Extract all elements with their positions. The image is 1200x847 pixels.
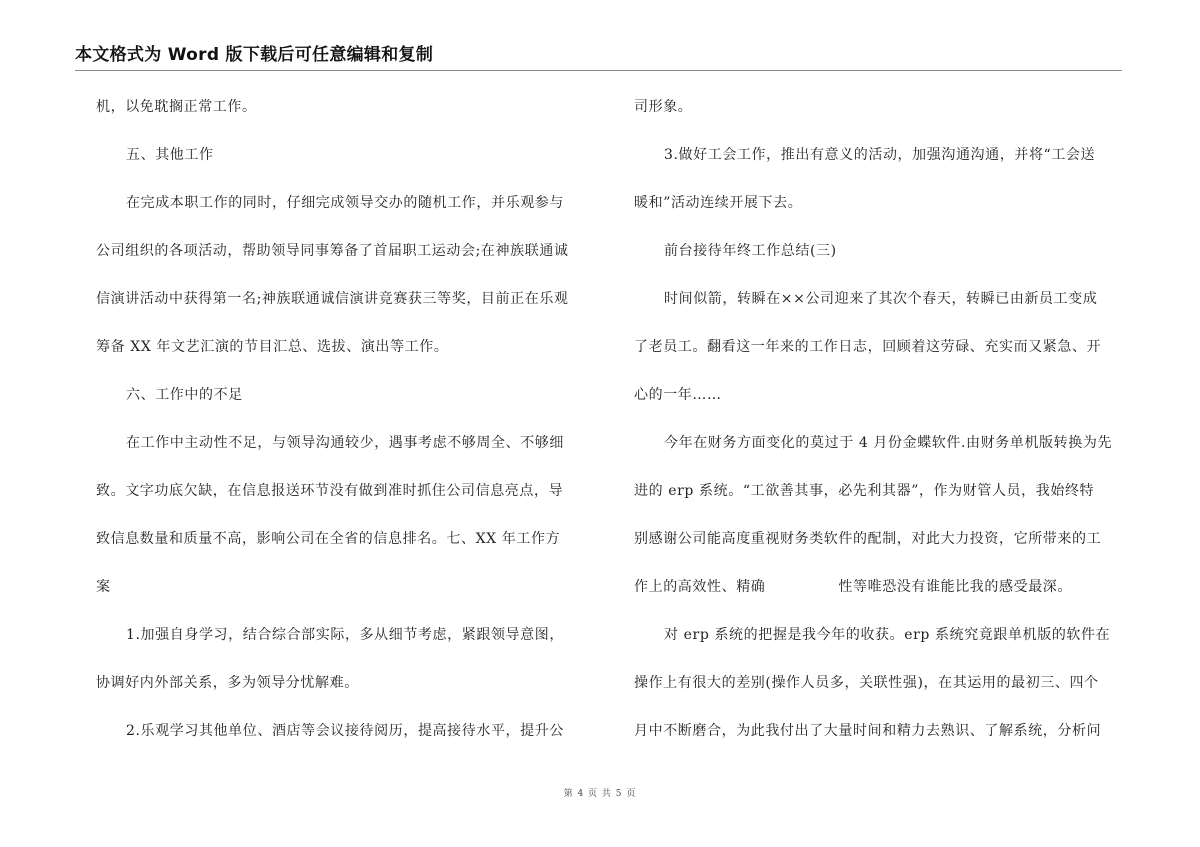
right-line-3: 暖和”活动连续开展下去。 bbox=[634, 195, 803, 211]
left-line-5: 信演讲活动中获得第一名;神族联通诚信演讲竞赛获三等奖，目前正在乐观 bbox=[96, 291, 569, 307]
left-line-4: 公司组织的各项活动，帮助领导同事筹备了首届职工运动会;在神族联通诚 bbox=[96, 243, 569, 259]
left-line-3: 在完成本职工作的同时，仔细完成领导交办的随机工作，并乐观参与 bbox=[126, 195, 564, 211]
right-line-12: 对 erp 系统的把握是我今年的收获。erp 系统究竟跟单机版的软件在 bbox=[664, 627, 1111, 643]
right-line-2: 3.做好工会工作，推出有意义的活动，加强沟通沟通，并将“工会送 bbox=[664, 147, 1096, 163]
left-line-12: 1.加强自身学习，结合综合部实际，多从细节考虑，紧跟领导意图， bbox=[126, 627, 564, 643]
page-number-footer: 第 4 页 共 5 页 bbox=[563, 789, 637, 799]
left-line-9: 致。文字功底欠缺，在信息报送环节没有做到准时抓住公司信息亮点，导 bbox=[96, 483, 564, 499]
left-line-6: 筹备 XX 年文艺汇演的节目汇总、选拔、演出等工作。 bbox=[96, 339, 449, 355]
right-line-11: 作上的高效性、精确 性等唯恐没有谁能比我的感受最深。 bbox=[634, 579, 1072, 595]
left-line-14: 2.乐观学习其他单位、酒店等会议接待阅历，提高接待水平，提升公 bbox=[126, 723, 564, 739]
right-line-7: 心的一年…… bbox=[634, 387, 722, 403]
left-line-8: 在工作中主动性不足，与领导沟通较少，遇事考虑不够周全、不够细 bbox=[126, 435, 564, 451]
left-line-1: 机，以免耽搁正常工作。 bbox=[96, 99, 257, 115]
right-line-14: 月中不断磨合，为此我付出了大量时间和精力去熟识、了解系统，分析问 bbox=[634, 723, 1102, 739]
section-heading-other-work: 五、其他工作 bbox=[126, 147, 214, 163]
section-heading-reception-summary: 前台接待年终工作总结(三) bbox=[664, 243, 837, 259]
right-line-8: 今年在财务方面变化的莫过于 4 月份金蝶软件.由财务单机版转换为先 bbox=[664, 435, 1113, 451]
right-line-13: 操作上有很大的差别(操作人员多，关联性强)，在其运用的最初三、四个 bbox=[634, 675, 1099, 691]
document-header bbox=[75, 38, 1122, 71]
right-line-10: 别感谢公司能高度重视财务类软件的配制，对此大力投资，它所带来的工 bbox=[634, 531, 1102, 547]
right-line-1: 司形象。 bbox=[634, 99, 693, 115]
right-line-6: 了老员工。翻看这一年来的工作日志，回顾着这劳碌、充实而又紧急、开 bbox=[634, 339, 1102, 355]
left-line-11: 案 bbox=[96, 579, 111, 595]
left-line-10: 致信息数量和质量不高，影响公司在全省的信息排名。七、XX 年工作方 bbox=[96, 531, 561, 547]
section-heading-shortcomings: 六、工作中的不足 bbox=[126, 387, 243, 403]
right-line-9: 进的 erp 系统。“工欲善其事，必先利其器”，作为财管人员，我始终特 bbox=[634, 483, 1095, 499]
left-line-13: 协调好内外部关系，多为领导分忧解难。 bbox=[96, 675, 359, 691]
header-title: 本文格式为 Word 版下载后可任意编辑和复制 bbox=[75, 45, 434, 65]
right-line-5: 时间似箭，转瞬在××公司迎来了其次个春天，转瞬已由新员工变成 bbox=[664, 291, 1098, 307]
